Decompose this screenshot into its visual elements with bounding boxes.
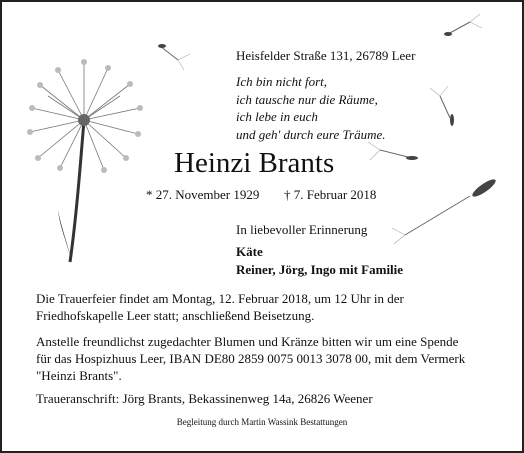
poem-line: ich lebe in euch [236,109,318,124]
mourning-address-paragraph: Traueranschrift: Jörg Brants, Bekassinenweg 14a, 26826 Weener [36,391,373,406]
funeral-info-paragraph: Die Trauerfeier findet am Montag, 12. Februar 2018, um 12 Uhr in der Friedhofskapelle Leer statt; anschließend Beisetzung. [36,291,404,323]
donation-paragraph: Anstelle freundlichst zugedachter Blumen und Kränze bitten wir um eine Spende für das Hospizhuus Leer, IBAN DE80 2859 0075 0013 3078 00, mit dem Vermerk "Heinzi Brants". [36,334,466,383]
birth-date: * 27. November 1929 [146,187,260,202]
mourner-line: Reiner, Jörg, Ingo mit Familie [236,261,404,277]
poem-line: ich tausche nur die Räume, [236,91,378,107]
death-date: † 7. Februar 2018 [284,187,377,202]
poem-line: und geh' durch eure Träume. [236,126,386,142]
poem [236,73,386,143]
address-line: Heisfelder Straße 131, 26789 Leer [236,48,416,63]
poem-line: Ich bin nicht fort, [236,74,327,89]
mourners [236,243,403,278]
mourner-line: Käte [236,244,263,259]
deceased-name: Heinzi Brants [174,147,335,179]
funeral-home-credit: Begleitung durch Martin Wassink Bestattungen [176,417,348,427]
memory-line: In liebevoller Erinnerung [236,222,368,237]
